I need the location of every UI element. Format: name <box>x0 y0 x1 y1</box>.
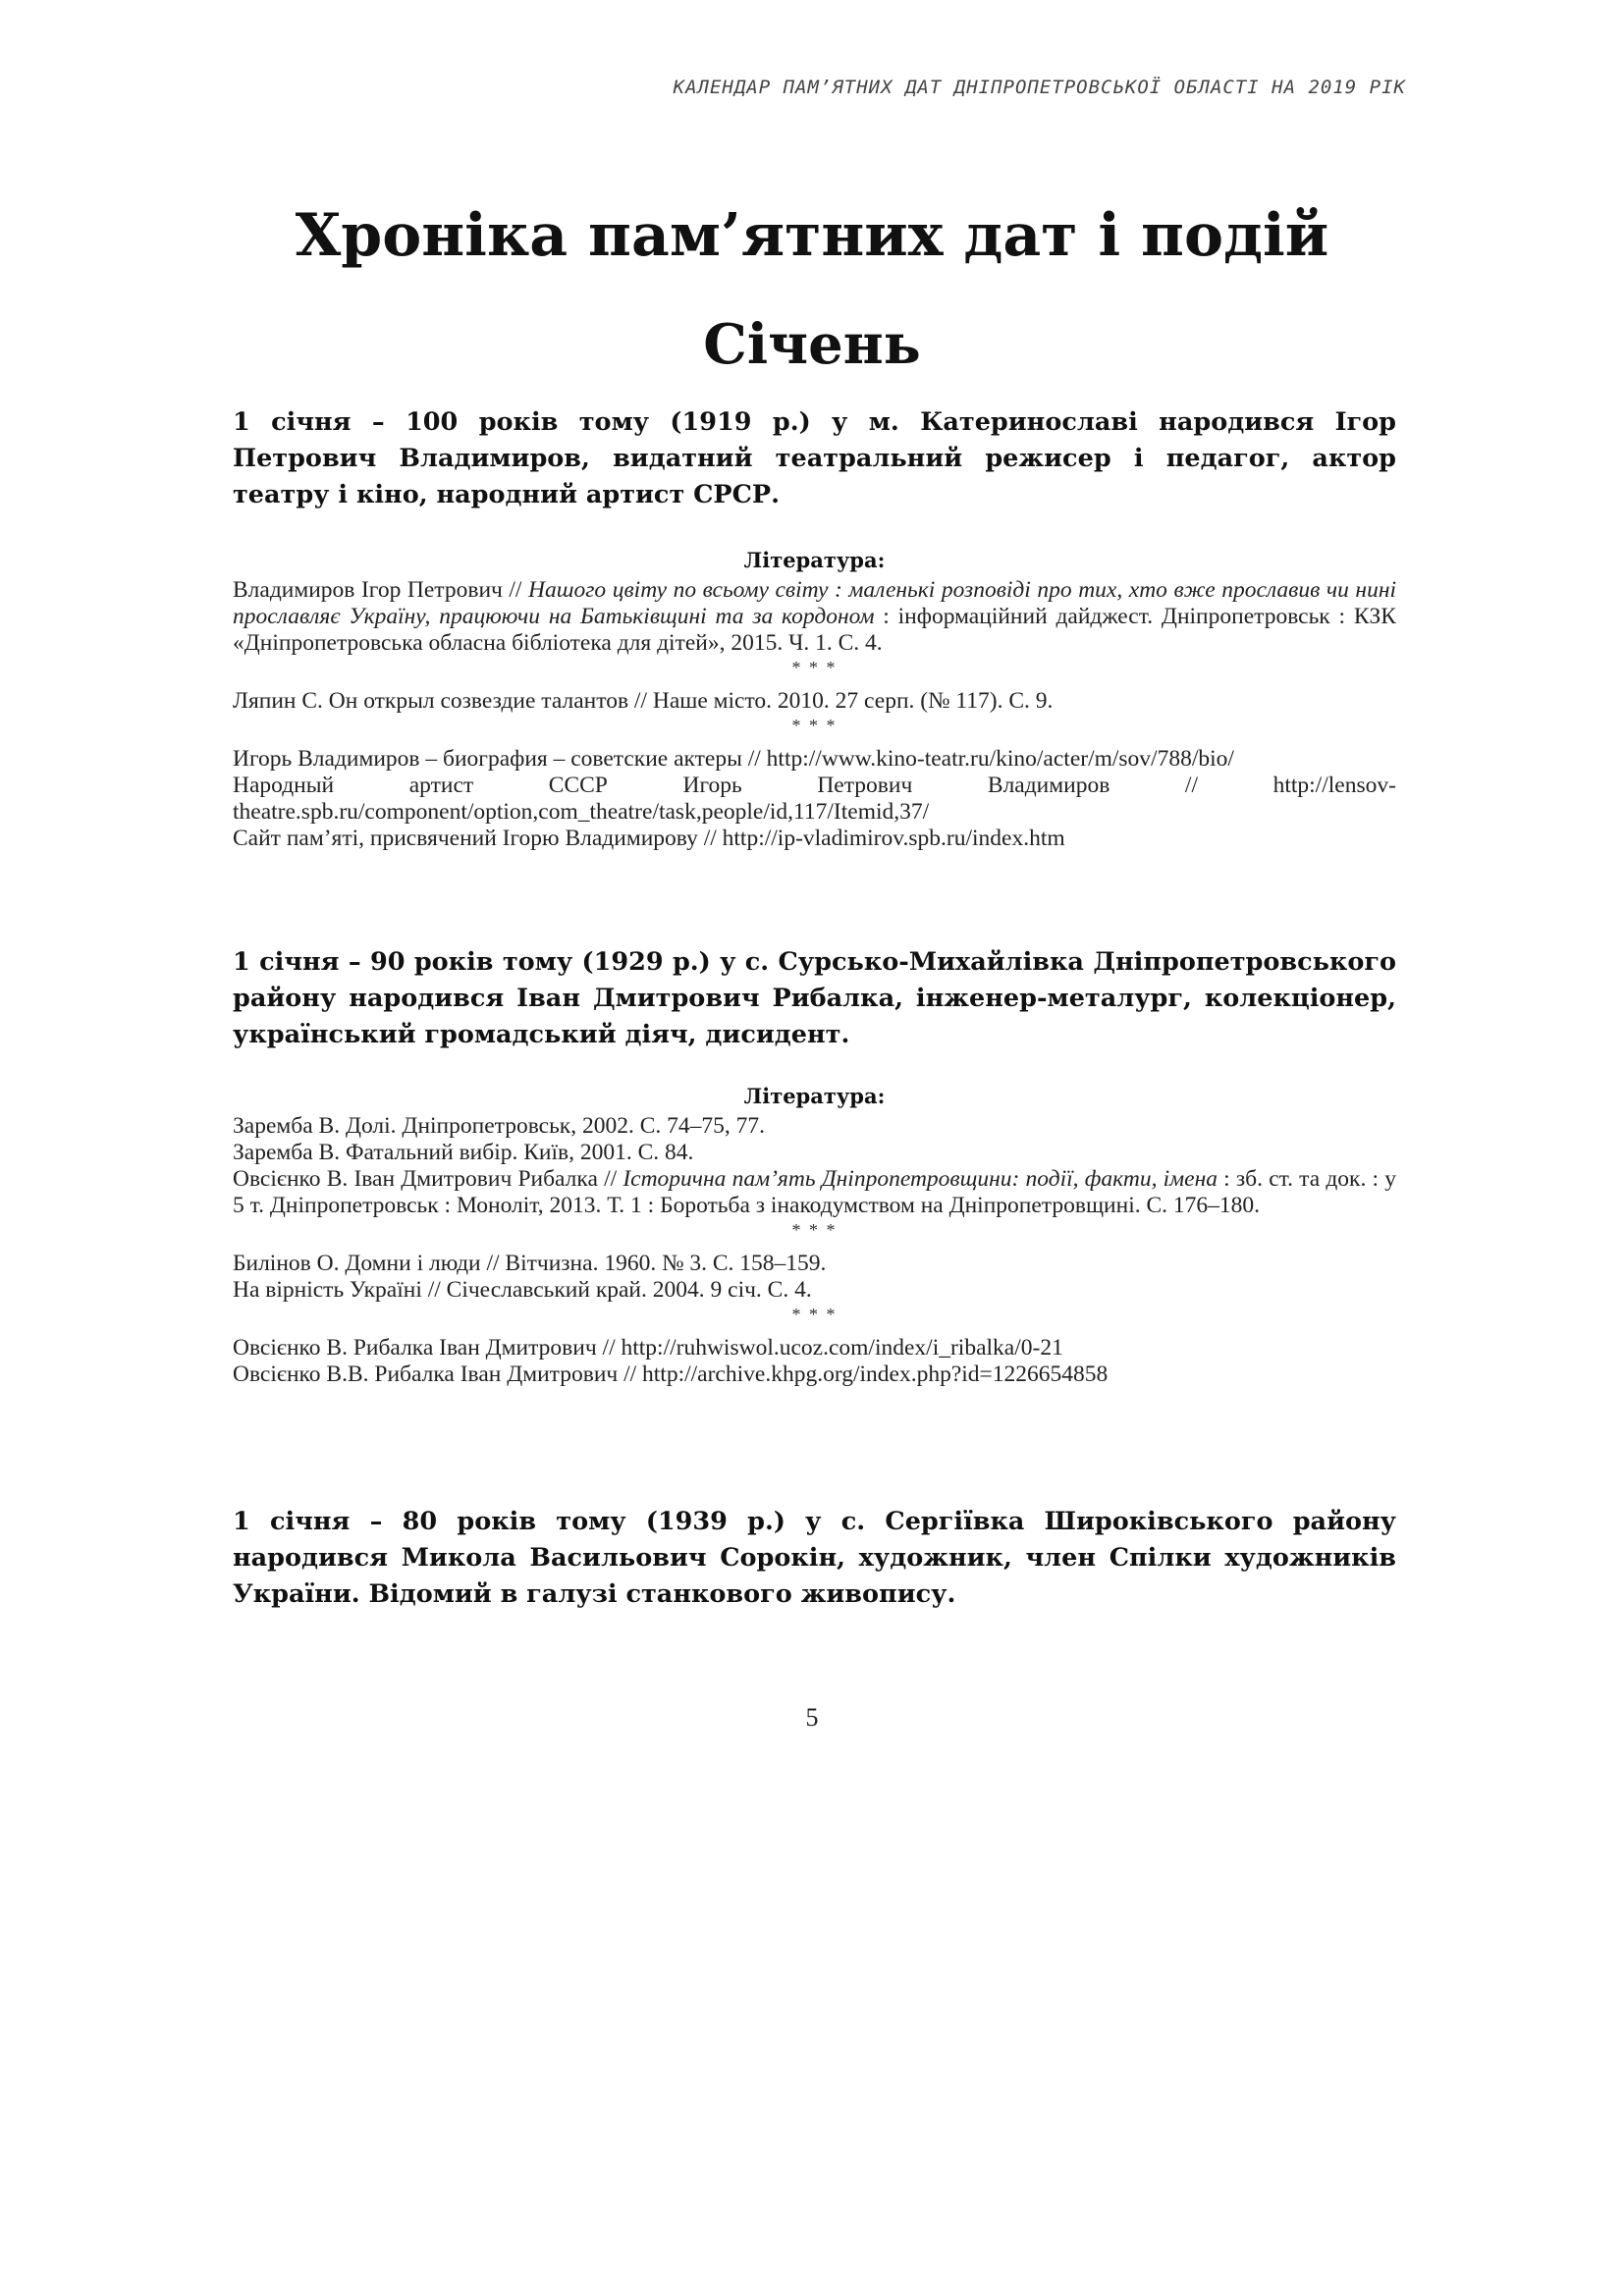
separator: * * * <box>791 1305 838 1324</box>
literature-link[interactable]: Овсієнко В.В. Рибалка Іван Дмитрович // http://archive.khpg.org/index.php?id=1226654858 <box>233 1362 1109 1387</box>
lit-details: : інформаційний дайджест. Дніпропетровськ : КЗК «Дніпропетровська обласна бібліотека для дітей», 2015. Ч. 1. С. 4. <box>233 604 1396 656</box>
literature-item: Билінов О. Домни і люди // Вітчизна. 1960. № 3. С. 158–159. <box>233 1251 827 1276</box>
event-text: 1 січня – 100 років тому (1919 р.) у м. Катеринославі народився Ігор Петрович Владимиров, видатний театральний режисер і педагог, актор театру і кіно, народний артист СРСР. <box>233 407 1396 509</box>
literature-item <box>233 1166 1396 1219</box>
lit-source-title: Нашого цвіту по всьому світу : маленькі розповіді про тих, хто вже прославив чи нині прославляє Україну, працюючи на Батьківщині та за кордоном <box>233 577 1397 629</box>
page-number: 5 <box>805 1703 819 1732</box>
lit-source-title: Історична пам’ять Дніпропетровщини: події, факти, імена <box>623 1166 1218 1192</box>
lit-word: артист <box>408 773 474 798</box>
literature-item <box>233 577 1396 657</box>
literature-link-continued[interactable]: theatre.spb.ru/component/option,com_theatre/task,people/id,117/Itemid,37/ <box>233 799 930 825</box>
page-title: Хроніка пам’ятних дат і подій <box>295 201 1329 270</box>
literature-heading: Література: <box>743 548 886 572</box>
running-header: КАЛЕНДАР ПАМ’ЯТНИХ ДАТ ДНІПРОПЕТРОВСЬКОЇ ОБЛАСТІ НА 2019 РІК <box>673 77 1406 98</box>
literature-item: Заремба В. Долі. Дніпропетровськ, 2002. С. 74–75, 77. <box>233 1113 766 1139</box>
literature-item: Ляпин С. Он открыл созвездие талантов // Наше місто. 2010. 27 серп. (№ 117). С. 9. <box>233 688 1054 714</box>
separator: * * * <box>791 658 838 677</box>
literature-link[interactable]: Игорь Владимиров – биография – советские актеры // http://www.kino-teatr.ru/kino/acter/m/sov/788/bio/ <box>233 746 1234 772</box>
literature-item: Заремба В. Фатальний вибір. Київ, 2001. С. 84. <box>233 1140 694 1165</box>
event-text: 1 січня – 90 років тому (1929 р.) у с. Сурсько-Михайлівка Дніпропетровського району народився Іван Дмитрович Рибалка, інженер-металург, колекціонер, український громадський діяч, дисидент. <box>233 947 1396 1049</box>
literature-item: На вірність Україні // Січеславський край. 2004. 9 січ. С. 4. <box>233 1277 812 1303</box>
entry-2-literature <box>233 1082 1396 1388</box>
lit-word: СССР <box>548 773 608 798</box>
lit-word: Народный <box>233 773 335 798</box>
lit-word: Игорь <box>682 773 742 798</box>
entry-1-literature <box>233 546 1396 852</box>
lit-word: Владимиров <box>987 773 1110 798</box>
literature-heading: Література: <box>743 1084 886 1108</box>
separator: * * * <box>791 1220 838 1240</box>
entry-3 <box>233 1504 1396 1613</box>
lit-author: Овсієнко В. Іван Дмитрович Рибалка // <box>233 1166 623 1192</box>
separator: * * * <box>791 716 838 735</box>
lit-word: Петрович <box>817 773 913 798</box>
literature-link[interactable]: Овсієнко В. Рибалка Іван Дмитрович // http://ruhwiswol.ucoz.com/index/i_ribalka/0-21 <box>233 1335 1063 1361</box>
event-text: 1 січня – 80 років тому (1939 р.) у с. Сергіївка Широківського району народився Микола Васильович Сорокін, художник, член Спілки художників України. Відомий в галузі станкового живопису. <box>233 1507 1396 1609</box>
literature-link[interactable]: Сайт пам’яті, присвячений Ігорю Владимирову // http://ip-vladimirov.spb.ru/index.htm <box>233 826 1065 851</box>
entry-2 <box>233 944 1396 1053</box>
literature-link-spread[interactable] <box>233 773 1396 799</box>
lit-details: : зб. ст. та док. : у 5 т. Дніпропетровськ : Моноліт, 2013. Т. 1 : Боротьба з інакодумством на Дніпропетровщині. С. 176–180. <box>233 1166 1396 1218</box>
lit-word: // <box>1184 773 1198 798</box>
entry-1 <box>233 404 1396 513</box>
month-heading: Січень <box>703 312 921 377</box>
lit-word: http://lensov- <box>1272 773 1396 798</box>
lit-author: Владимиров Ігор Петрович // <box>233 577 529 603</box>
